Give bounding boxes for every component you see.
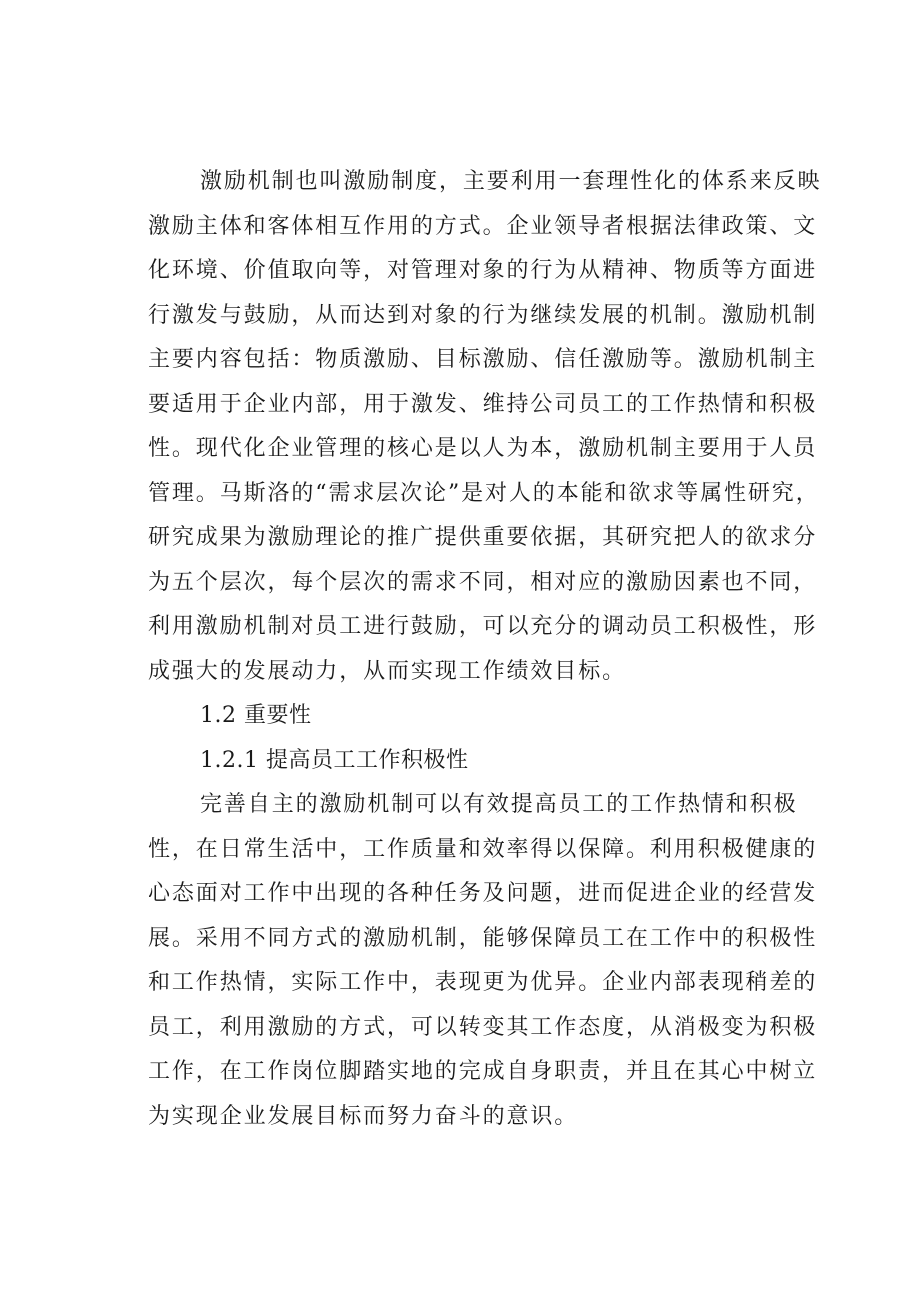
paragraph-line: 性，在日常生活中，工作质量和效率得以保障。利用积极健康的 [148, 836, 818, 862]
paragraph-line: 主要内容包括：物质激励、目标激励、信任激励等。激励机制主 [148, 347, 818, 372]
paragraph-line: 心态面对工作中出现的各种任务及问题，进而促进企业的经营发 [148, 881, 818, 906]
paragraph-line: 研究成果为激励理论的推广提供重要依据，其研究把人的欲求分 [148, 525, 818, 550]
paragraph-line: 为五个层次，每个层次的需求不同，相对应的激励因素也不同， [148, 569, 818, 595]
paragraph-line: 完善自主的激励机制可以有效提高员工的工作热情和积极 [200, 792, 798, 817]
paragraph-line: 性。现代化企业管理的核心是以人为本，激励机制主要用于人员 [148, 436, 818, 461]
paragraph-line: 化环境、价值取向等，对管理对象的行为从精神、物质等方面进 [148, 258, 818, 283]
paragraph-line: 激励机制也叫激励制度，主要利用一套理性化的体系来反映 [200, 169, 822, 194]
paragraph-line: 激励主体和客体相互作用的方式。企业领导者根据法律政策、文 [148, 213, 818, 239]
paragraph-line: 员工，利用激励的方式，可以转变其工作态度，从消极变为积极 [148, 1014, 818, 1040]
paragraph-line: 为实现企业发展目标而努力奋斗的意识。 [148, 1103, 579, 1129]
paragraph-line: 管理。马斯洛的“需求层次论”是对人的本能和欲求等属性研究， [148, 480, 820, 506]
section-heading: 1.2 重要性 [200, 703, 312, 728]
paragraph-line: 和工作热情，实际工作中，表现更为优异。企业内部表现稍差的 [148, 970, 818, 995]
paragraph-line: 利用激励机制对员工进行鼓励，可以充分的调动员工积极性，形 [148, 614, 818, 639]
paragraph-line: 要适用于企业内部，用于激发、维持公司员工的工作热情和积极 [148, 391, 818, 417]
paragraph-line: 展。采用不同方式的激励机制，能够保障员工在工作中的积极性 [148, 925, 818, 951]
paragraph-line: 行激发与鼓励，从而达到对象的行为继续发展的机制。激励机制 [148, 302, 818, 328]
paragraph-employee-enthusiasm [148, 783, 818, 1139]
subsection-heading: 1.2.1 提高员工工作积极性 [200, 747, 469, 773]
document-body [148, 160, 822, 1139]
paragraph-line: 成强大的发展动力，从而实现工作绩效目标。 [148, 658, 627, 684]
paragraph-line: 工作，在工作岗位脚踏实地的完成自身职责，并且在其心中树立 [148, 1059, 818, 1084]
paragraph-incentive-mechanism [148, 160, 822, 694]
